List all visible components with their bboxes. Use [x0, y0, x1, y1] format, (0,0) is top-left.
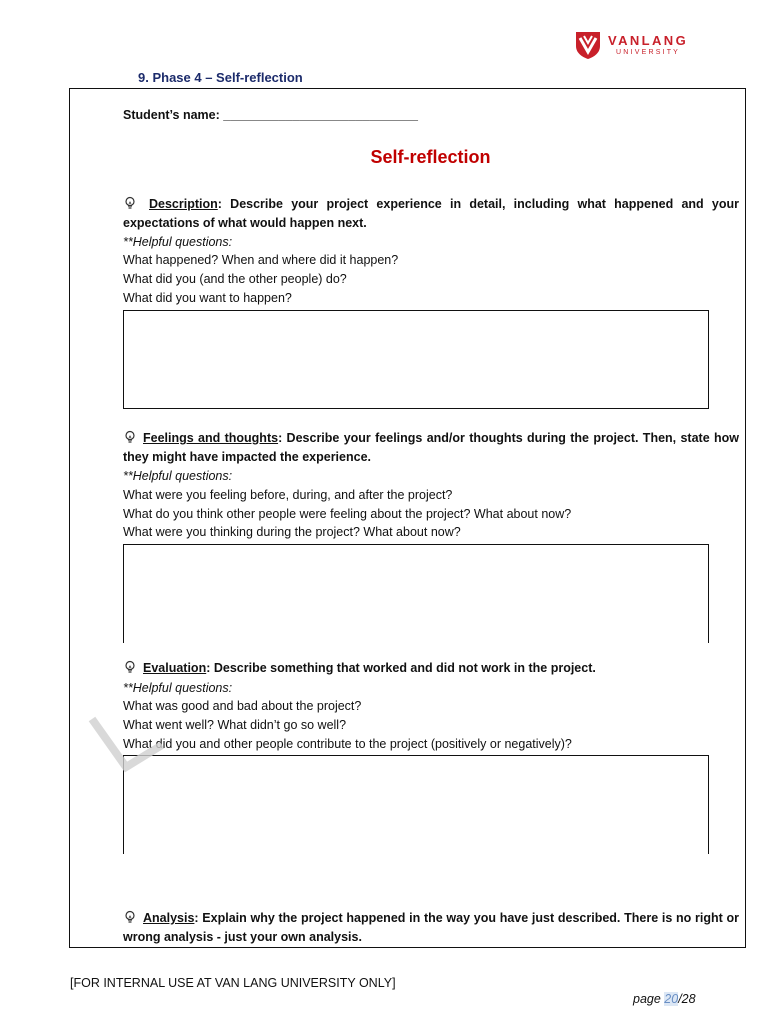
feelings-text: : Describe your feelings and/or thoughts during the project. Then, state how they might have impacted the experience.	[123, 431, 739, 464]
student-name-field[interactable]: Student’s name: ____________________________	[123, 108, 418, 122]
description-text: : Describe your project experience in detail, including what happened and your expectations of what would happen next.	[123, 197, 739, 230]
university-logo	[574, 30, 688, 60]
evaluation-answer-box[interactable]	[123, 755, 709, 854]
description-question-1: What happened? When and where did it happen?	[123, 253, 399, 267]
description-answer-box[interactable]	[123, 310, 709, 409]
description-helpful: **Helpful questions:	[123, 235, 233, 249]
evaluation-text: : Describe something that worked and did not work in the project.	[206, 661, 596, 675]
page-prefix: page	[633, 992, 665, 1006]
form-title: Self-reflection	[370, 147, 491, 167]
evaluation-prompt	[123, 659, 739, 678]
page-current: 20	[664, 992, 679, 1006]
feelings-question-2: What do you think other people were feeling about the project? What about now?	[123, 507, 572, 521]
description-question-2: What did you (and the other people) do?	[123, 272, 347, 286]
description-prompt	[123, 195, 739, 233]
lightbulb-icon	[123, 196, 137, 210]
evaluation-helpful: **Helpful questions:	[123, 681, 233, 695]
evaluation-question-2: What went well? What didn’t go so well?	[123, 718, 347, 732]
analysis-text: : Explain why the project happened in the way you have just described. There is no right or wrong analysis - just your own analysis.	[123, 911, 739, 944]
evaluation-label: Evaluation	[143, 661, 207, 675]
evaluation-question-1: What was good and bad about the project?	[123, 699, 362, 713]
feelings-question-1: What were you feeling before, during, and after the project?	[123, 488, 453, 502]
feelings-label: Feelings and thoughts	[143, 431, 279, 445]
page-total: /28	[678, 992, 696, 1006]
vanlang-shield-icon	[574, 30, 602, 60]
feelings-helpful: **Helpful questions:	[123, 469, 233, 483]
lightbulb-icon	[123, 430, 137, 444]
internal-use-note: [FOR INTERNAL USE AT VAN LANG UNIVERSITY ONLY]	[70, 976, 396, 990]
description-question-3: What did you want to happen?	[123, 291, 292, 305]
evaluation-question-3: What did you and other people contribute to the project (positively or negatively)?	[123, 737, 572, 751]
feelings-prompt	[123, 429, 739, 467]
lightbulb-icon	[123, 660, 137, 674]
feelings-question-3: What were you thinking during the project? What about now?	[123, 525, 461, 539]
analysis-prompt	[123, 909, 739, 947]
page-number	[633, 992, 696, 1006]
logo-sub-text: UNIVERSITY	[616, 49, 681, 56]
logo-brand-text: VANLANG	[608, 33, 689, 48]
section-title: 9. Phase 4 – Self-reflection	[138, 70, 303, 85]
description-label: Description	[149, 197, 218, 211]
watermark-mark	[86, 705, 166, 775]
lightbulb-icon	[123, 910, 137, 924]
feelings-answer-box[interactable]	[123, 544, 709, 643]
analysis-label: Analysis	[143, 911, 195, 925]
